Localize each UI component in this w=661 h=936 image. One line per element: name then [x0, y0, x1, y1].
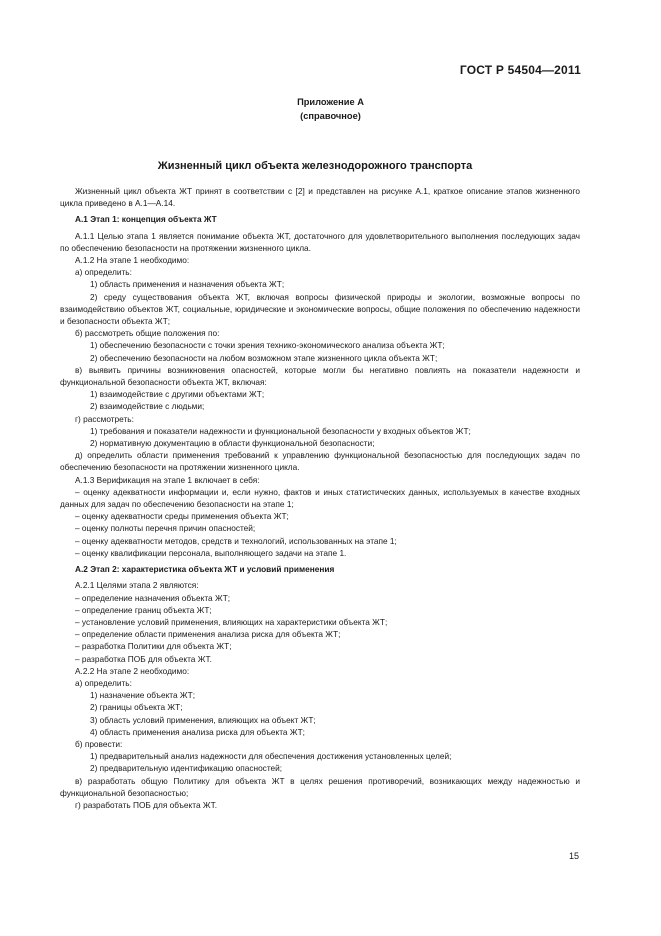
clause-a11: А.1.1 Целью этапа 1 является понимание объекта ЖТ, достаточного для удовлетворительного выполнения последующих задач по обеспечению безопасности на протяжении жизненного цикла. [60, 230, 580, 253]
list-item: – разработка ПОБ для объекта ЖТ. [75, 653, 212, 664]
list-item: – оценку адекватности информации и, если нужно, фактов и иных статистических данных, используемых в качестве входных данных для задач по обеспечению безопасности на этапе 1; [60, 486, 580, 510]
list-item: а) определить: [75, 267, 132, 278]
list-item: 2) взаимодействие с людьми; [90, 401, 205, 412]
list-item: г) рассмотреть: [75, 413, 134, 424]
intro-paragraph: Жизненный цикл объекта ЖТ принят в соответствии с [2] и представлен на рисунке А.1, краткое описание этапов жизненного цикла приведено в А.1—А.14. [60, 186, 580, 209]
list-item: 1) назначение объекта ЖТ; [90, 690, 196, 701]
page-number: 15 [568, 851, 579, 861]
clause-a21: А.2.1 Целями этапа 2 являются: [75, 580, 199, 591]
list-item: 1) область применения и назначения объекта ЖТ; [90, 279, 285, 290]
clause-a22: А.2.2 На этапе 2 необходимо: [75, 665, 190, 676]
document-body [60, 185, 580, 811]
list-item: в) разработать общую Политику для объекта ЖТ в целях решения противоречий, возникающих между надежностью и функциональной безопасностью; [60, 775, 580, 798]
list-item: г) разработать ПОБ для объекта ЖТ. [75, 799, 218, 810]
list-item: – установление условий применения, влияющих на характеристики объекта ЖТ; [75, 616, 388, 627]
appendix-type: (справочное) [300, 111, 361, 121]
list-item: 1) требования и показатели надежности и функциональной безопасности у входных объектов ЖТ; [90, 425, 471, 436]
standard-code: ГОСТ Р 54504—2011 [459, 63, 581, 77]
list-item: б) рассмотреть общие положения по: [75, 328, 220, 339]
appendix-label: Приложение А [297, 97, 364, 107]
list-item: – оценку квалификации персонала, выполняющего задачи на этапе 1. [75, 547, 347, 558]
appendix-heading [0, 95, 661, 123]
section-heading-a2: А.2 Этап 2: характеристика объекта ЖТ и условий применения [75, 564, 335, 575]
list-item: – определение области применения анализа риска для объекта ЖТ; [75, 629, 341, 640]
list-item: – оценку полноты перечня причин опасностей; [75, 523, 256, 534]
page-title: Жизненный цикл объекта железнодорожного транспорта [157, 160, 473, 172]
clause-a13: А.1.3 Верификация на этапе 1 включает в себя: [75, 474, 260, 485]
list-item: – определение границ объекта ЖТ; [75, 604, 212, 615]
list-item: – оценку адекватности среды применения объекта ЖТ; [75, 511, 289, 522]
list-item: а) определить: [75, 677, 132, 688]
list-item: в) выявить причины возникновения опасностей, которые могли бы негативно повлиять на показатели надежности и функциональной безопасности объекта ЖТ, включая: [60, 364, 580, 388]
list-item: 2) обеспечению безопасности на любом возможном этапе жизненного цикла объекта ЖТ; [90, 352, 438, 363]
list-item: – определение назначения объекта ЖТ; [75, 592, 231, 603]
list-item: 1) обеспечению безопасности с точки зрения технико-экономического анализа объекта ЖТ; [90, 340, 445, 351]
list-item: 2) предварительную идентификацию опасностей; [90, 763, 283, 774]
section-heading-a1: А.1 Этап 1: концепция объекта ЖТ [75, 214, 217, 225]
list-item: 2) нормативную документацию в области функциональной безопасности; [90, 438, 375, 449]
list-item: – разработка Политики для объекта ЖТ; [75, 641, 232, 652]
list-item: 1) предварительный анализ надежности для обеспечения достижения установленных целей; [90, 751, 452, 762]
list-item: 3) область условий применения, влияющих на объект ЖТ; [90, 714, 316, 725]
list-item: б) провести: [75, 738, 123, 749]
list-item: 2) среду существования объекта ЖТ, включая вопросы физической природы и экологии, возможные вопросы по взаимодействию объектов ЖТ, социальные, юридические и экономические вопросы, общие положения по обеспечению надежности и безопасности объекта ЖТ; [60, 291, 580, 327]
list-item: д) определить области применения требований к управлению функциональной безопасностью для последующих задач по обеспечению безопасности на протяжении жизненного цикла. [60, 450, 580, 473]
list-item: – оценку адекватности методов, средств и технологий, использованных на этапе 1; [75, 535, 397, 546]
list-item: 2) границы объекта ЖТ; [90, 702, 183, 713]
list-item: 4) область применения анализа риска для объекта ЖТ; [90, 726, 305, 737]
list-item: 1) взаимодействие с другими объектами ЖТ; [90, 389, 265, 400]
clause-a12: А.1.2 На этапе 1 необходимо: [75, 255, 190, 266]
